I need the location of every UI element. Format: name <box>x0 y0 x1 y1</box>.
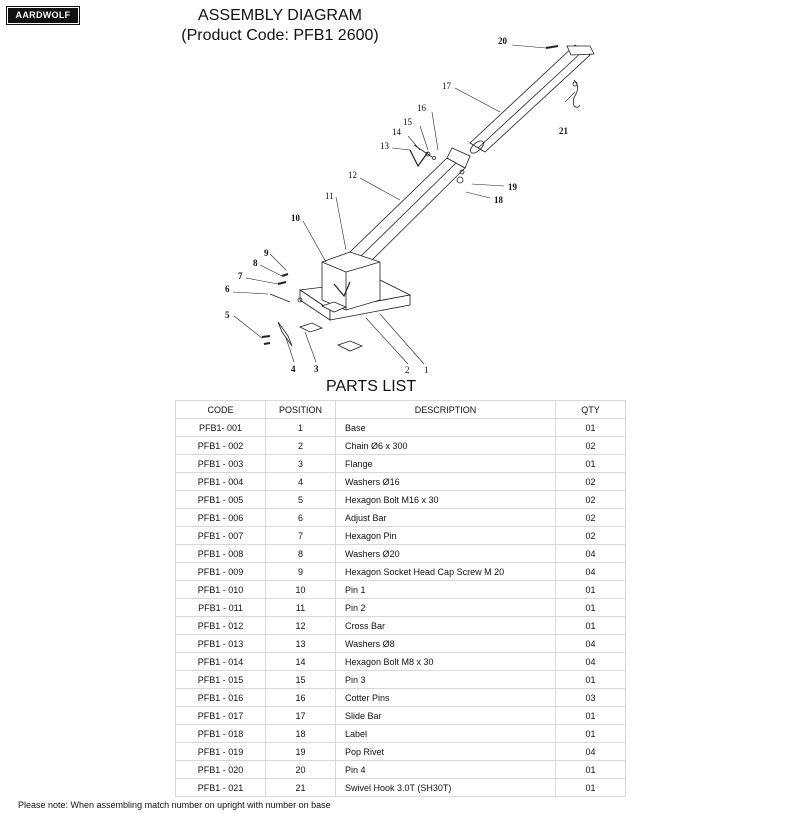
cell-qty: 02 <box>556 473 626 491</box>
title-line-2: (Product Code: PFB1 2600) <box>181 27 379 44</box>
table-row <box>176 581 626 599</box>
parts-table <box>175 400 626 797</box>
cell-position: 21 <box>266 779 336 797</box>
adjust-bar-and-fasteners <box>262 274 302 346</box>
callout-6: 6 <box>225 284 230 294</box>
cell-position: 20 <box>266 761 336 779</box>
table-row <box>176 545 626 563</box>
cell-code: PFB1 - 005 <box>176 491 266 509</box>
cell-description: Pop Rivet <box>336 743 556 761</box>
cell-description: Base <box>336 419 556 437</box>
cell-qty: 01 <box>556 671 626 689</box>
cell-position: 8 <box>266 545 336 563</box>
callout-20: 20 <box>498 36 507 46</box>
cell-code: PFB1 - 018 <box>176 725 266 743</box>
cell-code: PFB1 - 020 <box>176 761 266 779</box>
brand-logo: AARDWOLF <box>8 8 78 23</box>
cell-position: 17 <box>266 707 336 725</box>
cell-description: Washers Ø16 <box>336 473 556 491</box>
callout-11: 11 <box>325 191 334 201</box>
table-row <box>176 725 626 743</box>
callout-14: 14 <box>392 127 401 137</box>
cell-description: Slide Bar <box>336 707 556 725</box>
cell-position: 2 <box>266 437 336 455</box>
header-position: POSITION <box>266 401 336 419</box>
cell-position: 15 <box>266 671 336 689</box>
cell-qty: 01 <box>556 599 626 617</box>
callout-15: 15 <box>403 117 412 127</box>
cell-qty: 01 <box>556 581 626 599</box>
cell-description: Hexagon Socket Head Cap Screw M 20 <box>336 563 556 581</box>
cell-qty: 01 <box>556 725 626 743</box>
cell-description: Pin 1 <box>336 581 556 599</box>
callout-8: 8 <box>253 258 258 268</box>
callout-9: 9 <box>264 248 269 258</box>
cell-code: PFB1 - 021 <box>176 779 266 797</box>
cell-description: Pin 4 <box>336 761 556 779</box>
cell-position: 12 <box>266 617 336 635</box>
cell-description: Pin 3 <box>336 671 556 689</box>
cell-qty: 03 <box>556 689 626 707</box>
table-row <box>176 455 626 473</box>
cell-code: PFB1 - 004 <box>176 473 266 491</box>
cell-qty: 02 <box>556 491 626 509</box>
table-row <box>176 509 626 527</box>
cell-description: Pin 2 <box>336 599 556 617</box>
cell-qty: 01 <box>556 761 626 779</box>
cell-position: 11 <box>266 599 336 617</box>
cell-qty: 01 <box>556 707 626 725</box>
slide-bar-part <box>468 45 594 155</box>
cell-qty: 02 <box>556 509 626 527</box>
table-row <box>176 707 626 725</box>
callout-17: 17 <box>442 81 451 91</box>
table-row <box>176 743 626 761</box>
table-header-row <box>176 401 626 419</box>
cell-qty: 02 <box>556 527 626 545</box>
cell-code: PFB1 - 002 <box>176 437 266 455</box>
cell-code: PFB1 - 006 <box>176 509 266 527</box>
cell-description: Washers Ø8 <box>336 635 556 653</box>
table-row <box>176 617 626 635</box>
cell-position: 3 <box>266 455 336 473</box>
cell-code: PFB1 - 008 <box>176 545 266 563</box>
cell-position: 9 <box>266 563 336 581</box>
table-row <box>176 635 626 653</box>
callout-13: 13 <box>380 141 389 151</box>
callout-16: 16 <box>417 103 426 113</box>
cell-description: Flange <box>336 455 556 473</box>
cell-code: PFB1- 001 <box>176 419 266 437</box>
cell-qty: 04 <box>556 653 626 671</box>
base-part <box>300 252 410 320</box>
cell-description: Hexagon Bolt M16 x 30 <box>336 491 556 509</box>
cell-qty: 04 <box>556 743 626 761</box>
cell-qty: 04 <box>556 563 626 581</box>
cell-qty: 04 <box>556 545 626 563</box>
cell-description: Washers Ø20 <box>336 545 556 563</box>
cell-position: 18 <box>266 725 336 743</box>
table-row <box>176 779 626 797</box>
cell-position: 16 <box>266 689 336 707</box>
title-line-1: ASSEMBLY DIAGRAM <box>198 7 362 24</box>
cell-qty: 02 <box>556 437 626 455</box>
parts-table-body <box>176 419 626 797</box>
cell-description: Cotter Pins <box>336 689 556 707</box>
cell-code: PFB1 - 013 <box>176 635 266 653</box>
cell-code: PFB1 - 011 <box>176 599 266 617</box>
cell-position: 7 <box>266 527 336 545</box>
assembly-note: Please note: When assembling match number on upright with number on base <box>18 800 331 810</box>
cell-description: Swivel Hook 3.0T (SH30T) <box>336 779 556 797</box>
cell-position: 4 <box>266 473 336 491</box>
cell-description: Chain Ø6 x 300 <box>336 437 556 455</box>
cell-code: PFB1 - 017 <box>176 707 266 725</box>
cell-position: 19 <box>266 743 336 761</box>
callout-4: 4 <box>291 364 296 374</box>
callout-18: 18 <box>494 195 503 205</box>
callout-numbers <box>225 36 569 375</box>
pin-3-assembly <box>410 145 436 166</box>
pin-4-part <box>546 46 558 48</box>
cell-code: PFB1 - 014 <box>176 653 266 671</box>
exploded-assembly-diagram <box>0 0 800 380</box>
callout-21: 21 <box>559 126 568 136</box>
cell-code: PFB1 - 010 <box>176 581 266 599</box>
swivel-hook-part <box>573 80 580 107</box>
table-row <box>176 599 626 617</box>
cell-description: Adjust Bar <box>336 509 556 527</box>
table-row <box>176 653 626 671</box>
table-row <box>176 473 626 491</box>
table-row <box>176 689 626 707</box>
callout-12: 12 <box>348 170 357 180</box>
cell-qty: 04 <box>556 635 626 653</box>
cell-description: Cross Bar <box>336 617 556 635</box>
cell-code: PFB1 - 003 <box>176 455 266 473</box>
cell-position: 1 <box>266 419 336 437</box>
cell-code: PFB1 - 015 <box>176 671 266 689</box>
callout-5: 5 <box>225 310 230 320</box>
cell-position: 5 <box>266 491 336 509</box>
cell-qty: 01 <box>556 617 626 635</box>
cell-code: PFB1 - 012 <box>176 617 266 635</box>
table-row <box>176 491 626 509</box>
table-row <box>176 419 626 437</box>
header-code: CODE <box>176 401 266 419</box>
cell-position: 14 <box>266 653 336 671</box>
table-row <box>176 527 626 545</box>
cell-position: 13 <box>266 635 336 653</box>
cell-code: PFB1 - 007 <box>176 527 266 545</box>
callout-7: 7 <box>238 271 243 281</box>
callout-2: 2 <box>405 365 410 375</box>
cell-description: Hexagon Pin <box>336 527 556 545</box>
callout-10: 10 <box>291 213 300 223</box>
cell-code: PFB1 - 009 <box>176 563 266 581</box>
header-qty: QTY <box>556 401 626 419</box>
table-row <box>176 437 626 455</box>
cell-position: 6 <box>266 509 336 527</box>
table-row <box>176 671 626 689</box>
header-description: DESCRIPTION <box>336 401 556 419</box>
callout-1: 1 <box>424 365 429 375</box>
parts-list-heading: PARTS LIST <box>326 378 417 395</box>
table-row <box>176 761 626 779</box>
callout-3: 3 <box>314 364 319 374</box>
table-row <box>176 563 626 581</box>
cell-qty: 01 <box>556 779 626 797</box>
cell-position: 10 <box>266 581 336 599</box>
cell-qty: 01 <box>556 455 626 473</box>
cell-description: Hexagon Bolt M8 x 30 <box>336 653 556 671</box>
cell-code: PFB1 - 016 <box>176 689 266 707</box>
cell-description: Label <box>336 725 556 743</box>
cell-code: PFB1 - 019 <box>176 743 266 761</box>
cell-qty: 01 <box>556 419 626 437</box>
callout-19: 19 <box>508 182 517 192</box>
cross-bar-part <box>350 148 470 262</box>
